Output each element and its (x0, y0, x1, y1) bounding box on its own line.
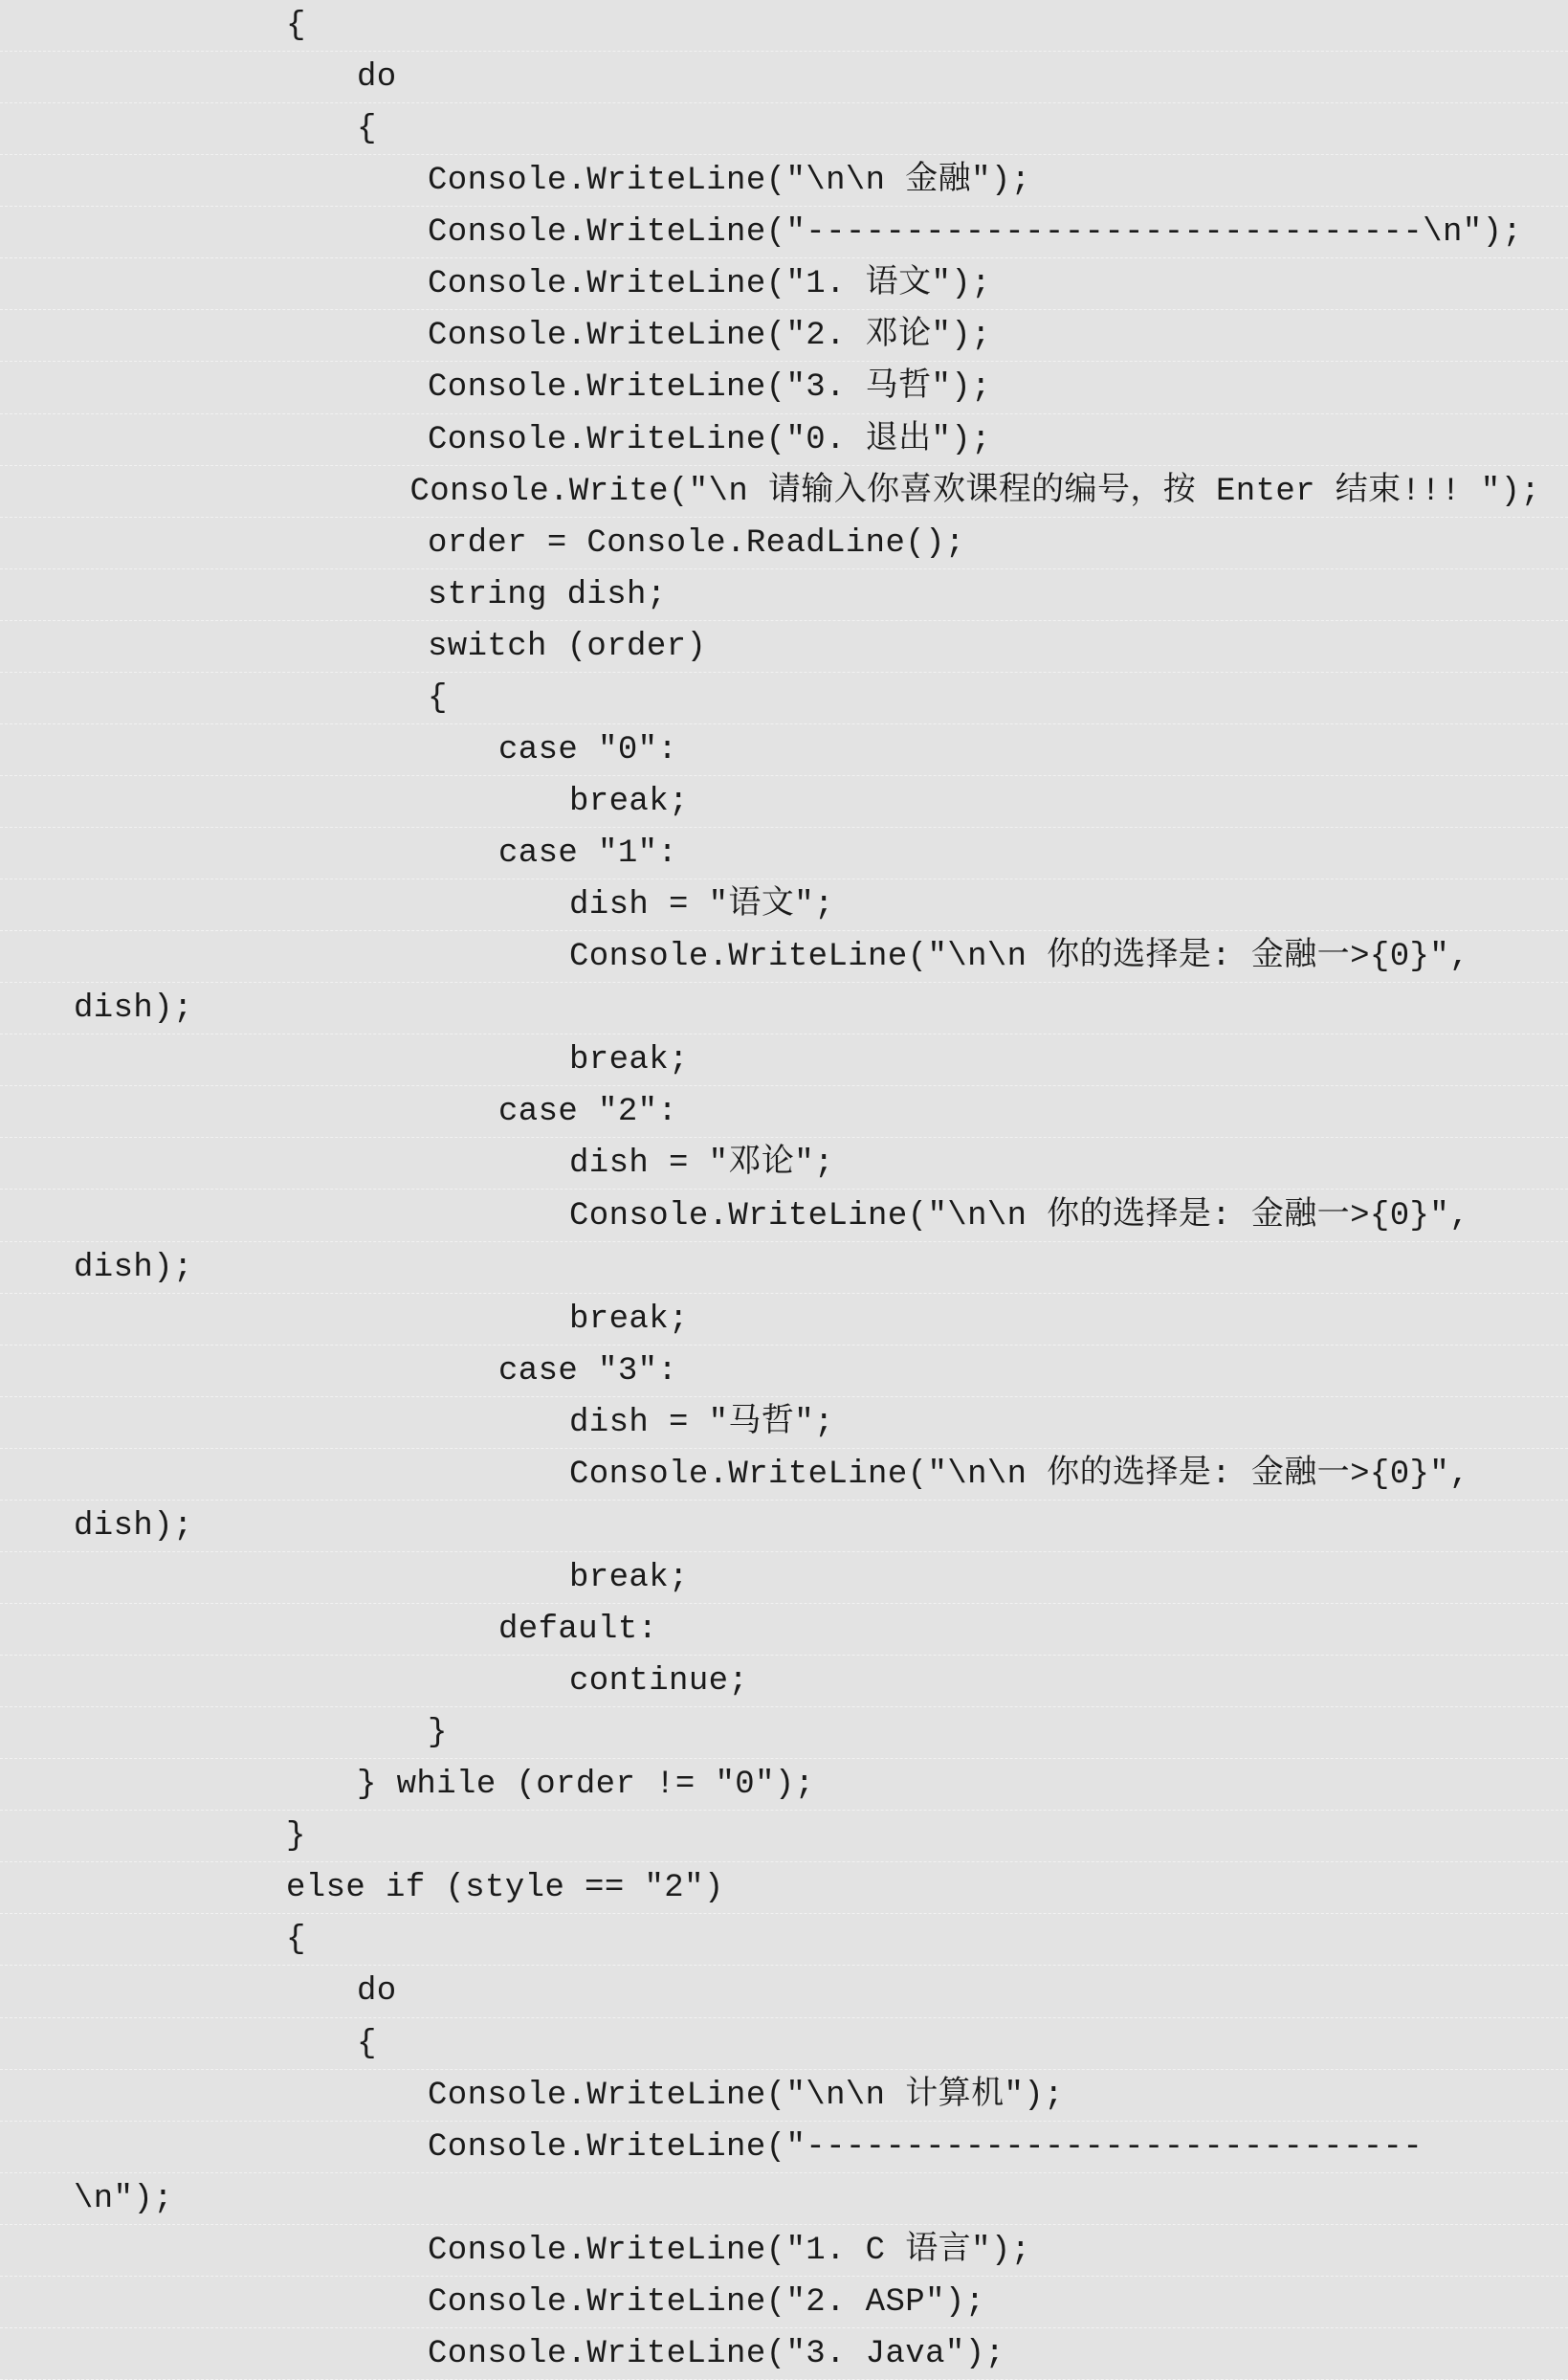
code-line-text: else if (style == "2") (286, 1870, 724, 1907)
code-line-text: Console.WriteLine("\n\n 你的选择是: 金融一>{0}", (569, 1197, 1469, 1234)
code-line (0, 1501, 1568, 1552)
code-line-text: break; (569, 783, 689, 820)
code-line-text: dish = "邓论"; (569, 1146, 834, 1183)
code-line-text: string dish; (428, 576, 667, 613)
code-line (0, 466, 1568, 518)
code-line (0, 931, 1568, 983)
code-line-text: { (428, 679, 448, 717)
code-line (0, 1811, 1568, 1862)
code-line-text: Console.WriteLine("3. Java"); (428, 2335, 1005, 2372)
code-line (0, 1190, 1568, 1242)
code-line (0, 2122, 1568, 2173)
code-line (0, 1034, 1568, 1086)
code-line-text: Console.WriteLine("------------------------------- (428, 2128, 1424, 2166)
code-line-text: break; (569, 1042, 689, 1079)
code-line-text: Console.WriteLine("1. 语文"); (428, 266, 991, 303)
code-line (0, 673, 1568, 724)
code-line (0, 879, 1568, 931)
code-line-text: case "3": (498, 1352, 678, 1390)
code-line (0, 1294, 1568, 1346)
code-line (0, 1397, 1568, 1449)
code-line (0, 1656, 1568, 1707)
code-line (0, 310, 1568, 362)
code-line-text: case "0": (498, 731, 678, 768)
code-line-text: dish); (74, 1507, 193, 1545)
code-line-text: { (286, 8, 306, 44)
code-line (0, 2070, 1568, 2122)
code-line (0, 828, 1568, 879)
code-line-text: case "2": (498, 1094, 678, 1131)
code-line (0, 1242, 1568, 1294)
code-line (0, 258, 1568, 310)
code-line-text: Console.WriteLine("-------------------------------\n"); (428, 214, 1523, 252)
code-line-text: Console.WriteLine("2. 邓论"); (428, 318, 991, 355)
code-line (0, 1086, 1568, 1138)
code-line-text: order = Console.ReadLine(); (428, 524, 965, 562)
code-line (0, 2018, 1568, 2070)
code-line-text: } while (order != "0"); (357, 1767, 815, 1804)
code-line-text: dish = "语文"; (569, 887, 834, 924)
code-line (0, 1966, 1568, 2017)
code-line (0, 2225, 1568, 2277)
code-line (0, 362, 1568, 413)
code-line-text: Console.WriteLine("2. ASP"); (428, 2283, 985, 2321)
code-line-text: Console.WriteLine("3. 马哲"); (428, 369, 991, 407)
code-line (0, 1759, 1568, 1811)
code-line-text: break; (569, 1301, 689, 1338)
code-line-text: continue; (569, 1663, 749, 1701)
code-line-text: Console.WriteLine("1. C 语言"); (428, 2232, 1031, 2269)
code-line-text: dish); (74, 990, 193, 1028)
code-line-text: Console.WriteLine("\n\n 你的选择是: 金融一>{0}", (569, 939, 1469, 976)
code-line (0, 2277, 1568, 2328)
code-line-text: default: (498, 1612, 658, 1649)
code-line-text: do (357, 1973, 397, 2011)
code-line (0, 1862, 1568, 1914)
code-line-text: } (428, 1715, 448, 1752)
code-line (0, 103, 1568, 155)
code-line-text: \n"); (74, 2180, 174, 2217)
code-line-text: { (286, 1922, 306, 1959)
code-line (0, 621, 1568, 673)
code-line (0, 2173, 1568, 2225)
code-line (0, 1449, 1568, 1501)
code-line (0, 1707, 1568, 1759)
code-line-text: dish); (74, 1249, 193, 1286)
code-line-text: dish = "马哲"; (569, 1404, 834, 1441)
code-line-text: { (357, 2025, 377, 2062)
code-line-text: Console.WriteLine("0. 退出"); (428, 421, 991, 458)
code-line (0, 1346, 1568, 1397)
code-line (0, 414, 1568, 466)
code-line-text: Console.WriteLine("\n\n 金融"); (428, 163, 1031, 200)
code-line (0, 983, 1568, 1034)
code-line-text: Console.WriteLine("\n\n 计算机"); (428, 2077, 1064, 2114)
code-line (0, 1604, 1568, 1656)
code-line (0, 518, 1568, 569)
code-line (0, 2328, 1568, 2380)
code-line (0, 569, 1568, 621)
code-line-text: { (357, 111, 377, 148)
code-line (0, 1138, 1568, 1190)
code-line-text: do (357, 59, 397, 97)
code-line-text: } (286, 1818, 306, 1856)
code-line-text: case "1": (498, 835, 678, 873)
code-line (0, 155, 1568, 207)
code-line (0, 724, 1568, 776)
code-line (0, 207, 1568, 258)
code-line (0, 52, 1568, 103)
code-line (0, 0, 1568, 52)
code-line-text: Console.Write("\n 请输入你喜欢课程的编号，按 Enter 结束!!! "); (409, 473, 1541, 510)
code-line-text: switch (order) (428, 628, 707, 665)
code-line (0, 1552, 1568, 1604)
code-line-text: break; (569, 1559, 689, 1596)
code-line (0, 1914, 1568, 1966)
code-line-text: Console.WriteLine("\n\n 你的选择是: 金融一>{0}", (569, 1456, 1469, 1493)
code-line (0, 776, 1568, 828)
